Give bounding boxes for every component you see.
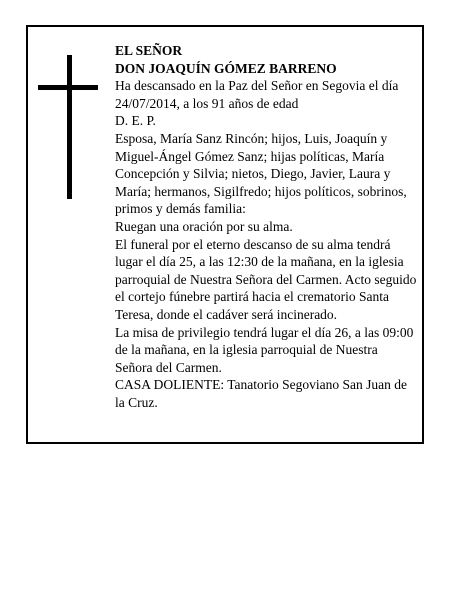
cross-horizontal-bar [38,85,98,90]
rip-line: D. E. P. [115,113,156,129]
family-list: Esposa, María Sanz Rincón; hijos, Luis, Joaquín y Miguel-Ángel Gómez Sanz; hijas políticas, María Concepción y Silvia; nietos, Diego, Javier, Laura y María; hermanos, Sigilfredo; hijos políticos, sobrinos, primos y demás familia: [115,130,407,217]
title-line: EL SEÑOR [115,43,183,58]
notice-text [115,42,417,411]
mass-details: La misa de privilegio tendrá lugar el día 26, a las 09:00 de la mañana, en la iglesia parroquial de Nuestra Señora del Carmen. [115,324,414,375]
obituary-notice [26,25,424,444]
prayer-request: Ruegan una oración por su alma. [115,218,293,234]
mourning-house: CASA DOLIENTE: Tanatorio Segoviano San Juan de la Cruz. [115,377,408,410]
cross-vertical-bar [67,55,72,199]
funeral-details: El funeral por el eterno descanso de su alma tendrá lugar el día 25, a las 12:30 de la mañana, en la iglesia parroquial de Nuestra Señora del Carmen. Acto seguido el cortejo fúnebre partirá hacia el crematorio Santa Teresa, donde el cadáver será incinerado. [115,236,417,322]
deceased-name: DON JOAQUÍN GÓMEZ BARRENO [115,60,337,76]
death-announcement: Ha descansado en la Paz del Señor en Segovia el día 24/07/2014, a los 91 años de edad [115,78,399,111]
latin-cross-icon [38,55,98,199]
